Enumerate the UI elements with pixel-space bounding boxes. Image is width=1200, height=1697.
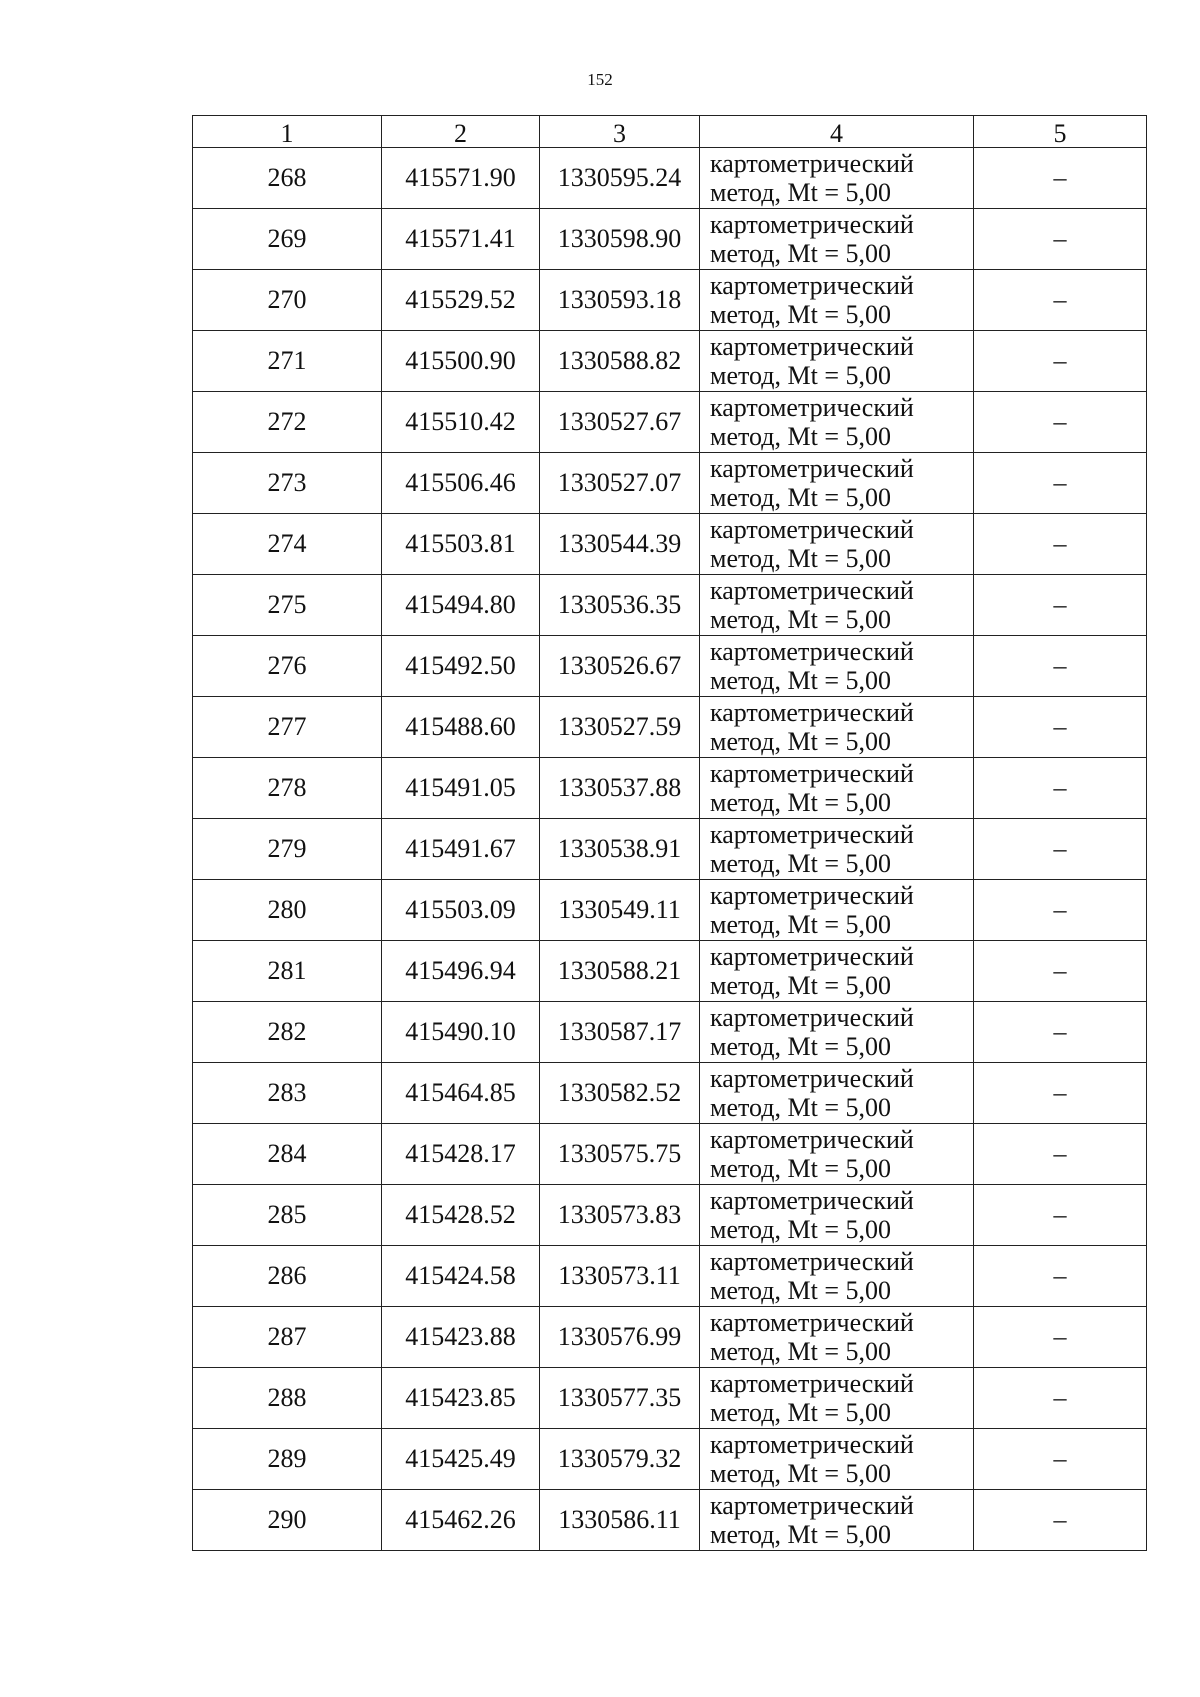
note-cell: – (974, 1124, 1147, 1185)
method-cell (700, 819, 974, 880)
note-cell: – (974, 392, 1147, 453)
point-number-cell: 274 (193, 514, 382, 575)
point-number-cell: 269 (193, 209, 382, 270)
y-coordinate-cell: 1330527.59 (540, 697, 700, 758)
point-number-cell: 276 (193, 636, 382, 697)
method-line-2: метод, Mt = 5,00 (710, 666, 891, 695)
method-cell (700, 1490, 974, 1551)
y-coordinate-cell: 1330588.21 (540, 941, 700, 1002)
method-line-2: метод, Mt = 5,00 (710, 178, 891, 207)
method-line-1: картометрический (710, 1125, 914, 1154)
table-row (193, 1368, 1147, 1429)
y-coordinate-cell: 1330579.32 (540, 1429, 700, 1490)
table-body (193, 148, 1147, 1551)
y-coordinate-cell: 1330537.88 (540, 758, 700, 819)
method-line-1: картометрический (710, 759, 914, 788)
table-row (193, 1124, 1147, 1185)
method-line-2: метод, Mt = 5,00 (710, 1032, 891, 1061)
method-line-1: картометрический (710, 271, 914, 300)
method-line-1: картометрический (710, 1064, 914, 1093)
method-cell (700, 880, 974, 941)
method-line-2: метод, Mt = 5,00 (710, 1215, 891, 1244)
method-line-2: метод, Mt = 5,00 (710, 849, 891, 878)
x-coordinate-cell: 415491.67 (382, 819, 540, 880)
method-cell (700, 392, 974, 453)
header-col-1: 1 (193, 116, 382, 148)
method-cell (700, 1368, 974, 1429)
method-line-2: метод, Mt = 5,00 (710, 483, 891, 512)
note-cell: – (974, 270, 1147, 331)
point-number-cell: 268 (193, 148, 382, 209)
table-row (193, 880, 1147, 941)
x-coordinate-cell: 415490.10 (382, 1002, 540, 1063)
y-coordinate-cell: 1330544.39 (540, 514, 700, 575)
note-cell: – (974, 148, 1147, 209)
method-line-1: картометрический (710, 1369, 914, 1398)
method-cell (700, 331, 974, 392)
method-cell (700, 697, 974, 758)
x-coordinate-cell: 415428.17 (382, 1124, 540, 1185)
table-row (193, 636, 1147, 697)
method-cell (700, 209, 974, 270)
method-line-2: метод, Mt = 5,00 (710, 605, 891, 634)
table-row (193, 392, 1147, 453)
method-cell (700, 636, 974, 697)
note-cell: – (974, 758, 1147, 819)
method-line-1: картометрический (710, 210, 914, 239)
y-coordinate-cell: 1330527.67 (540, 392, 700, 453)
note-cell: – (974, 1490, 1147, 1551)
point-number-cell: 272 (193, 392, 382, 453)
method-line-2: метод, Mt = 5,00 (710, 239, 891, 268)
y-coordinate-cell: 1330577.35 (540, 1368, 700, 1429)
note-cell: – (974, 331, 1147, 392)
note-cell: – (974, 819, 1147, 880)
method-cell (700, 1429, 974, 1490)
method-cell (700, 941, 974, 1002)
method-line-1: картометрический (710, 637, 914, 666)
method-line-2: метод, Mt = 5,00 (710, 1154, 891, 1183)
x-coordinate-cell: 415423.85 (382, 1368, 540, 1429)
method-line-1: картометрический (710, 942, 914, 971)
method-line-1: картометрический (710, 576, 914, 605)
point-number-cell: 285 (193, 1185, 382, 1246)
point-number-cell: 280 (193, 880, 382, 941)
x-coordinate-cell: 415491.05 (382, 758, 540, 819)
x-coordinate-cell: 415492.50 (382, 636, 540, 697)
method-line-2: метод, Mt = 5,00 (710, 1459, 891, 1488)
method-cell (700, 1307, 974, 1368)
note-cell: – (974, 1002, 1147, 1063)
point-number-cell: 275 (193, 575, 382, 636)
y-coordinate-cell: 1330588.82 (540, 331, 700, 392)
point-number-cell: 270 (193, 270, 382, 331)
method-line-1: картометрический (710, 1308, 914, 1337)
note-cell: – (974, 1063, 1147, 1124)
y-coordinate-cell: 1330538.91 (540, 819, 700, 880)
method-line-2: метод, Mt = 5,00 (710, 300, 891, 329)
point-number-cell: 289 (193, 1429, 382, 1490)
page-number: 152 (587, 70, 613, 89)
method-line-1: картометрический (710, 1491, 914, 1520)
x-coordinate-cell: 415494.80 (382, 575, 540, 636)
y-coordinate-cell: 1330595.24 (540, 148, 700, 209)
table-row (193, 331, 1147, 392)
method-line-1: картометрический (710, 393, 914, 422)
note-cell: – (974, 636, 1147, 697)
method-line-1: картометрический (710, 1003, 914, 1032)
header-col-4: 4 (700, 116, 974, 148)
method-line-2: метод, Mt = 5,00 (710, 788, 891, 817)
point-number-cell: 278 (193, 758, 382, 819)
coordinates-table (192, 115, 1147, 1551)
method-line-1: картометрический (710, 454, 914, 483)
note-cell: – (974, 697, 1147, 758)
x-coordinate-cell: 415424.58 (382, 1246, 540, 1307)
point-number-cell: 281 (193, 941, 382, 1002)
table-row (193, 1307, 1147, 1368)
table-row (193, 1246, 1147, 1307)
method-cell (700, 1002, 974, 1063)
table-row (193, 514, 1147, 575)
method-cell (700, 270, 974, 331)
x-coordinate-cell: 415571.90 (382, 148, 540, 209)
x-coordinate-cell: 415503.81 (382, 514, 540, 575)
point-number-cell: 288 (193, 1368, 382, 1429)
table-row (193, 453, 1147, 514)
point-number-cell: 277 (193, 697, 382, 758)
point-number-cell: 282 (193, 1002, 382, 1063)
x-coordinate-cell: 415500.90 (382, 331, 540, 392)
header-col-2: 2 (382, 116, 540, 148)
method-line-1: картометрический (710, 881, 914, 910)
method-line-2: метод, Mt = 5,00 (710, 1337, 891, 1366)
table-row (193, 1185, 1147, 1246)
method-line-1: картометрический (710, 698, 914, 727)
note-cell: – (974, 880, 1147, 941)
method-line-2: метод, Mt = 5,00 (710, 910, 891, 939)
y-coordinate-cell: 1330573.83 (540, 1185, 700, 1246)
table-row (193, 697, 1147, 758)
header-col-5: 5 (974, 116, 1147, 148)
method-cell (700, 453, 974, 514)
table-row (193, 575, 1147, 636)
table-row (193, 1063, 1147, 1124)
method-cell (700, 148, 974, 209)
method-line-1: картометрический (710, 515, 914, 544)
table-row (193, 1490, 1147, 1551)
method-line-2: метод, Mt = 5,00 (710, 1520, 891, 1549)
y-coordinate-cell: 1330536.35 (540, 575, 700, 636)
x-coordinate-cell: 415496.94 (382, 941, 540, 1002)
point-number-cell: 287 (193, 1307, 382, 1368)
method-line-1: картометрический (710, 149, 914, 178)
table-header (193, 116, 1147, 148)
header-col-3: 3 (540, 116, 700, 148)
note-cell: – (974, 453, 1147, 514)
note-cell: – (974, 1246, 1147, 1307)
table-row (193, 1002, 1147, 1063)
table-row (193, 1429, 1147, 1490)
note-cell: – (974, 1429, 1147, 1490)
method-line-1: картометрический (710, 1430, 914, 1459)
table-row (193, 819, 1147, 880)
note-cell: – (974, 514, 1147, 575)
x-coordinate-cell: 415571.41 (382, 209, 540, 270)
x-coordinate-cell: 415428.52 (382, 1185, 540, 1246)
table-row (193, 758, 1147, 819)
y-coordinate-cell: 1330573.11 (540, 1246, 700, 1307)
method-cell (700, 1063, 974, 1124)
y-coordinate-cell: 1330576.99 (540, 1307, 700, 1368)
point-number-cell: 279 (193, 819, 382, 880)
note-cell: – (974, 575, 1147, 636)
x-coordinate-cell: 415506.46 (382, 453, 540, 514)
method-line-2: метод, Mt = 5,00 (710, 1276, 891, 1305)
y-coordinate-cell: 1330598.90 (540, 209, 700, 270)
table-row (193, 209, 1147, 270)
method-line-2: метод, Mt = 5,00 (710, 1093, 891, 1122)
x-coordinate-cell: 415464.85 (382, 1063, 540, 1124)
note-cell: – (974, 209, 1147, 270)
point-number-cell: 271 (193, 331, 382, 392)
x-coordinate-cell: 415510.42 (382, 392, 540, 453)
method-cell (700, 1124, 974, 1185)
y-coordinate-cell: 1330575.75 (540, 1124, 700, 1185)
point-number-cell: 284 (193, 1124, 382, 1185)
method-line-2: метод, Mt = 5,00 (710, 1398, 891, 1427)
method-cell (700, 758, 974, 819)
x-coordinate-cell: 415425.49 (382, 1429, 540, 1490)
x-coordinate-cell: 415503.09 (382, 880, 540, 941)
method-cell (700, 1246, 974, 1307)
x-coordinate-cell: 415423.88 (382, 1307, 540, 1368)
method-line-2: метод, Mt = 5,00 (710, 971, 891, 1000)
y-coordinate-cell: 1330526.67 (540, 636, 700, 697)
method-cell (700, 514, 974, 575)
x-coordinate-cell: 415488.60 (382, 697, 540, 758)
point-number-cell: 273 (193, 453, 382, 514)
point-number-cell: 283 (193, 1063, 382, 1124)
y-coordinate-cell: 1330527.07 (540, 453, 700, 514)
note-cell: – (974, 1185, 1147, 1246)
header-row (193, 116, 1147, 148)
method-line-1: картометрический (710, 332, 914, 361)
y-coordinate-cell: 1330586.11 (540, 1490, 700, 1551)
method-line-1: картометрический (710, 1186, 914, 1215)
method-line-1: картометрический (710, 820, 914, 849)
note-cell: – (974, 941, 1147, 1002)
y-coordinate-cell: 1330593.18 (540, 270, 700, 331)
method-line-2: метод, Mt = 5,00 (710, 361, 891, 390)
method-cell (700, 575, 974, 636)
x-coordinate-cell: 415529.52 (382, 270, 540, 331)
table-row (193, 270, 1147, 331)
point-number-cell: 286 (193, 1246, 382, 1307)
note-cell: – (974, 1307, 1147, 1368)
x-coordinate-cell: 415462.26 (382, 1490, 540, 1551)
table-row (193, 941, 1147, 1002)
note-cell: – (974, 1368, 1147, 1429)
method-line-2: метод, Mt = 5,00 (710, 727, 891, 756)
method-line-2: метод, Mt = 5,00 (710, 422, 891, 451)
y-coordinate-cell: 1330582.52 (540, 1063, 700, 1124)
point-number-cell: 290 (193, 1490, 382, 1551)
y-coordinate-cell: 1330587.17 (540, 1002, 700, 1063)
y-coordinate-cell: 1330549.11 (540, 880, 700, 941)
method-line-2: метод, Mt = 5,00 (710, 544, 891, 573)
table-row (193, 148, 1147, 209)
method-cell (700, 1185, 974, 1246)
method-line-1: картометрический (710, 1247, 914, 1276)
